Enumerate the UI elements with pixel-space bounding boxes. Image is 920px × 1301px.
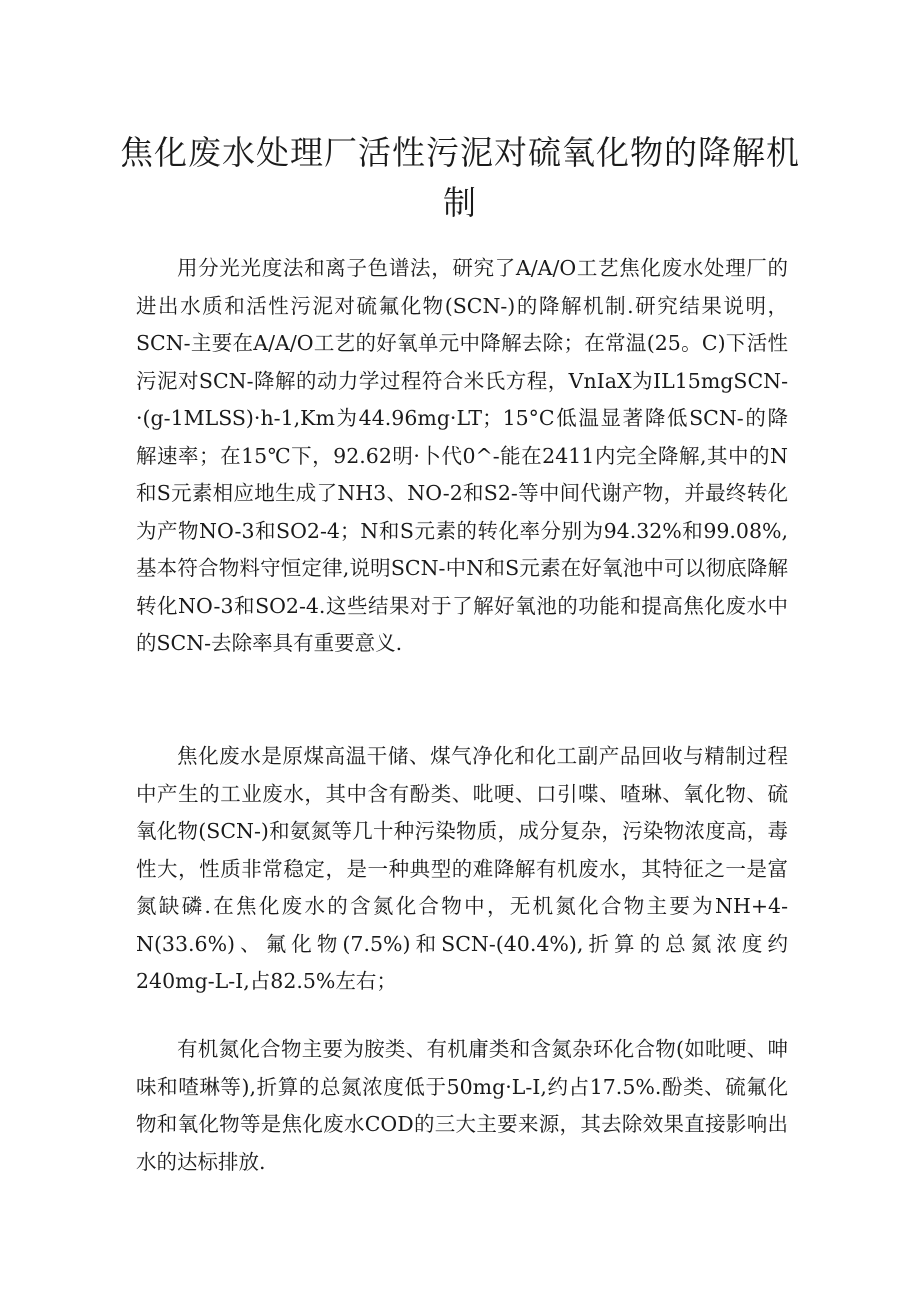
document-title: 焦化废水处理厂活性污泥对硫氧化物的降解机制 (120, 133, 800, 222)
body-paragraph: 有机氮化合物主要为胺类、有机庸类和含氮杂环化合物(如吡哽、呻味和喳琳等),折算的总氮浓度低于50mg·L-I,约占17.5%.酚类、硫氟化物和氧化物等是焦化废水COD的三大主要来源，其去除效果直接影响出水的达标排放. (136, 1037, 788, 1174)
body-paragraph: 焦化废水是原煤高温干储、煤气净化和化工副产品回收与精制过程中产生的工业废水，其中含有酚类、吡哽、口引喋、喳琳、氧化物、硫氧化物(SCN-)和氨氮等几十种污染物质，成分复杂，污染物浓度高，毒性大，性质非常稳定，是一种典型的难降解有机废水，其特征之一是富氮缺磷.在焦化废水的含氮化合物中，无机氮化合物主要为NH+4-N(33.6%)、氟化物(7.5%)和SCN-(40.4%),折算的总氮浓度约240mg-L-I,占82.5%左右； (136, 744, 788, 993)
abstract-paragraph: 用分光光度法和离子色谱法，研究了A/A/O工艺焦化废水处理厂的进出水质和活性污泥对硫氟化物(SCN-)的降解机制.研究结果说明，SCN-主要在A/A/O工艺的好氧单元中降解去除；在常温(25。C)下活性污泥对SCN-降解的动力学过程符合米氏方程，VnIaX为IL15mgSCN-·(g-1MLSS)·h-1,Km为44.96mg·LT；15°C低温显著降低SCN-的降解速率；在15℃下，92.62明·卜代0^-能在2411内完全降解,其中的N和S元素相应地生成了NH3、NO-2和S2-等中间代谢产物，并最终转化为产物NO-3和SO2-4；N和S元素的转化率分别为94.32%和99.08%,基本符合物料守恒定律,说明SCN-中N和S元素在好氧池中可以彻底降解转化NO-3和SO2-4.这些结果对于了解好氧池的功能和提高焦化废水中的SCN-去除率具有重要意义. (136, 256, 788, 655)
